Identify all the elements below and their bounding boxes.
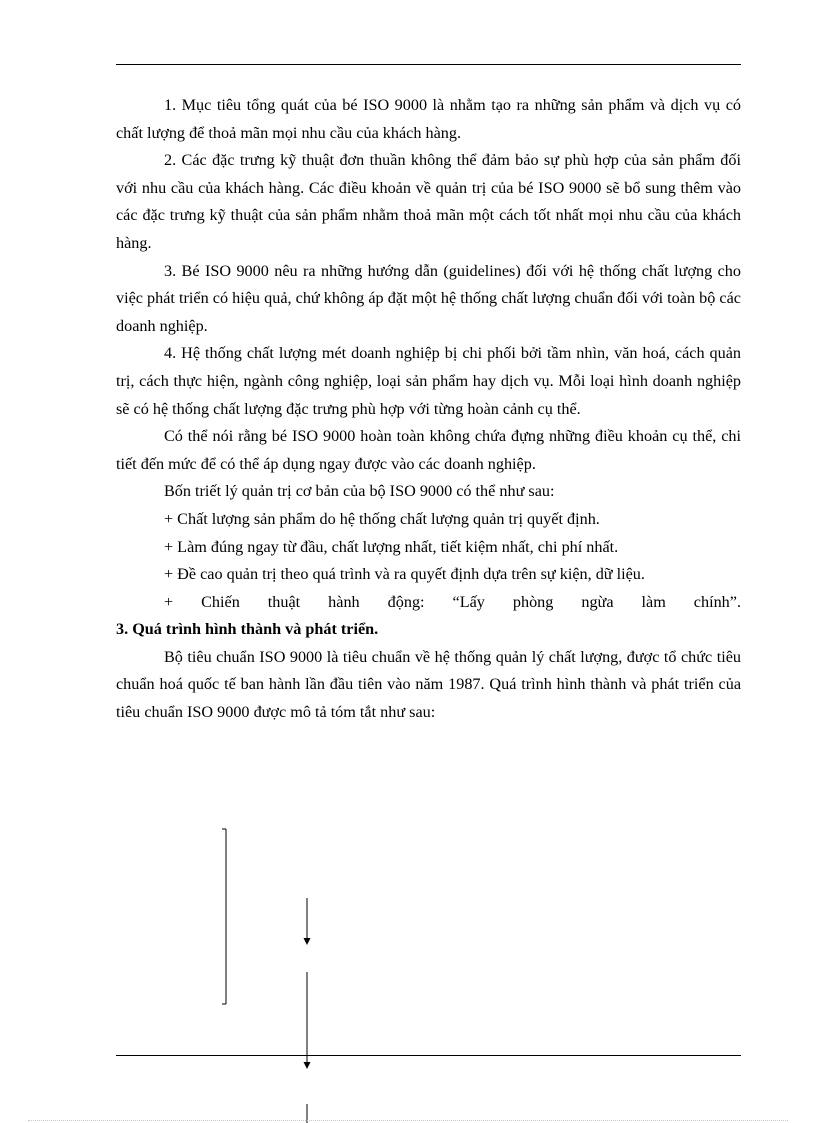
paragraph-guidelines: 3. Bé ISO 9000 nêu ra những hướng dẫn (guidelines) đối với hệ thống chất lượng cho việc phát triển có hiệu quả, chứ không áp đặt một hệ thống chất lượng chuẩn đối với toàn bộ các doanh nghiệp.: [116, 261, 741, 335]
paragraph-technical-specs: 2. Các đặc trưng kỹ thuật đơn thuần không thể đảm bảo sự phù hợp của sản phẩm đối với nhu cầu của khách hàng. Các điều khoản về quản trị của bé ISO 9000 sẽ bổ sung thêm vào các đặc trưng kỹ thuật của sản phẩm nhằm thoả mãn một cách tốt nhất mọi nhu cầu của khách hàng.: [116, 151, 741, 252]
philosophy-item: + Chất lượng sản phẩm do hệ thống chất lượng quản trị quyết định.: [164, 509, 600, 528]
section-paragraph: Bộ tiêu chuẩn ISO 9000 là tiêu chuẩn về hệ thống quản lý chất lượng, được tổ chức tiêu chuẩn hoá quốc tế ban hành lần đầu tiên vào năm 1987. Quá trình hình thành và phát triển của tiêu chuẩn ISO 9000 được mô tả tóm tắt như sau:: [116, 647, 741, 722]
down-arrow-icon: [304, 938, 311, 945]
down-arrow-icon: [304, 1062, 311, 1069]
philosophy-intro: Bốn triết lý quản trị cơ bản của bộ ISO 9000 có thể như sau:: [164, 482, 555, 501]
philosophy-item: + Làm đúng ngay từ đầu, chất lượng nhất, tiết kiệm nhất, chi phí nhất.: [164, 537, 619, 556]
paragraph-quality-system: 4. Hệ thống chất lượng mét doanh nghiệp bị chi phối bởi tầm nhìn, văn hoá, cách quản trị, cách thực hiện, ngành công nghiệp, loại sản phẩm hay dịch vụ. Mỗi loại hình doanh nghiệp sẽ có hệ thống chất lượng đặc trưng phù hợp với từng hoàn cảnh cụ thể.: [116, 344, 741, 418]
header-rule: [116, 64, 741, 65]
paragraph-goal: 1. Mục tiêu tổng quát của bé ISO 9000 là nhằm tạo ra những sản phẩm và dịch vụ có chất lượng để thoả mãn mọi nhu cầu của khách hàng.: [116, 96, 741, 142]
philosophy-item: + Đề cao quản trị theo quá trình và ra quyết định dựa trên sự kiện, dữ liệu.: [164, 565, 645, 584]
footer-rule: [116, 1055, 741, 1056]
document-body: [116, 92, 741, 727]
philosophy-item: + Chiến thuật hành động: “Lấy phòng ngừa làm chính”.: [164, 592, 741, 611]
page-boundary: [28, 1120, 788, 1121]
section-heading: 3. Quá trình hình thành và phát triển.: [116, 620, 379, 639]
paragraph-conclusion: Có thể nói rằng bé ISO 9000 hoàn toàn không chứa đựng những điều khoản cụ thể, chi tiết đến mức để có thể áp dụng ngay được vào các doanh nghiệp.: [116, 427, 741, 473]
